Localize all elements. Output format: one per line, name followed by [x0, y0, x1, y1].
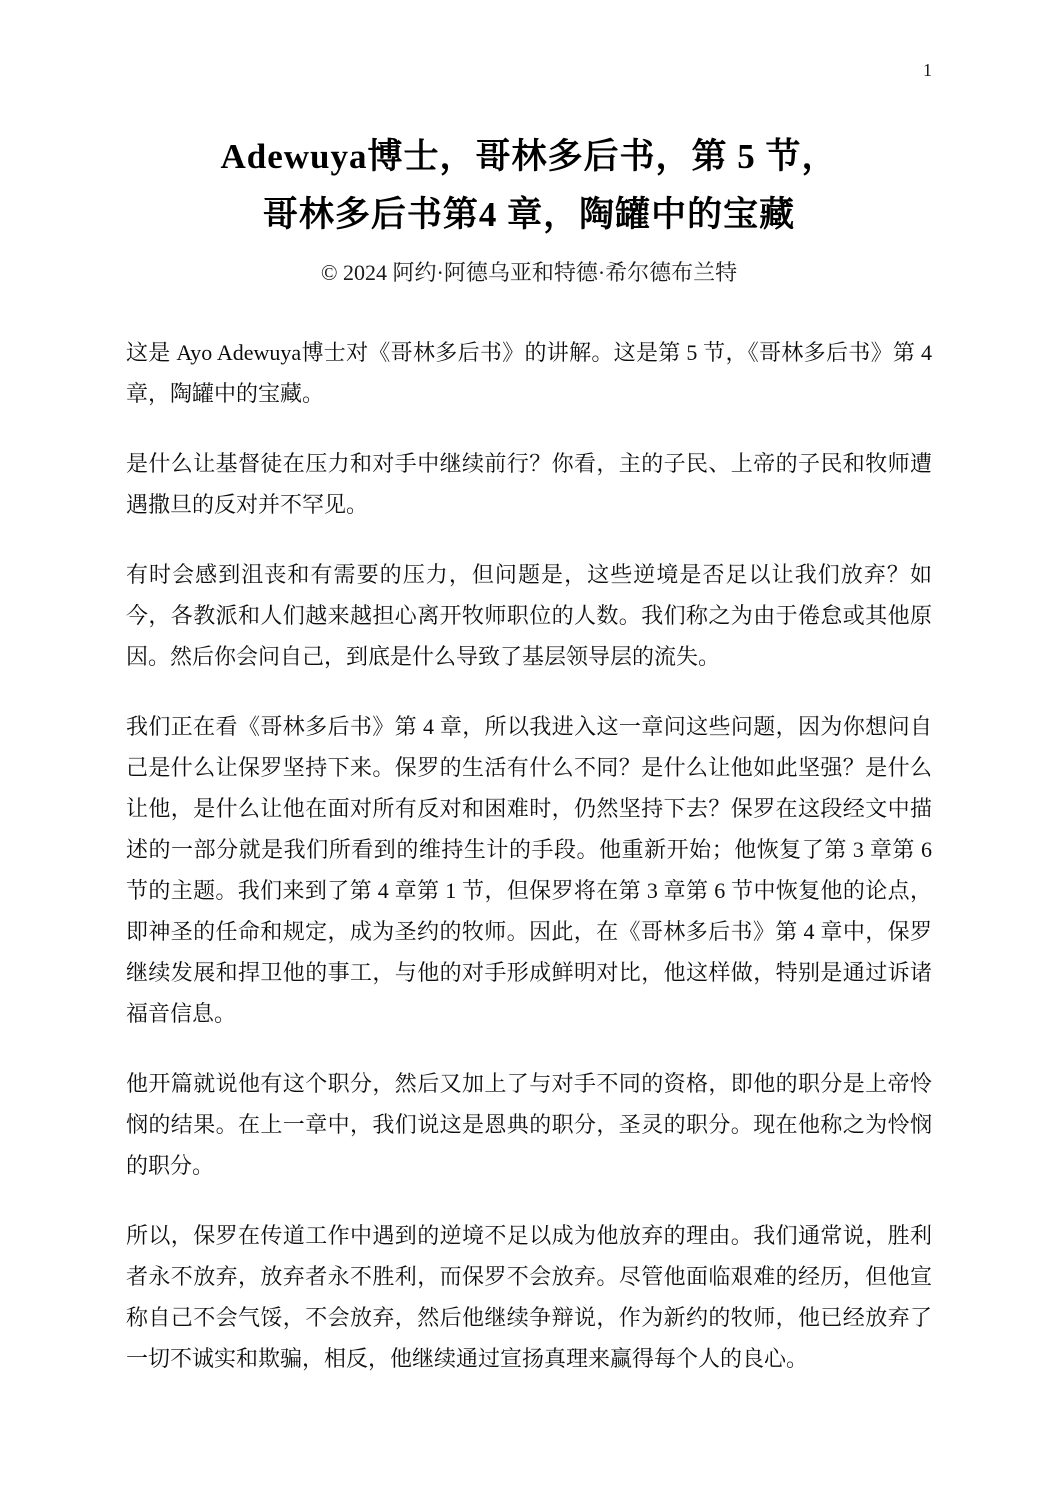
- document-title: [0, 0, 1058, 244]
- paragraph-5: 他开篇就说他有这个职分，然后又加上了与对手不同的资格，即他的职分是上帝怜悯的结果。在上一章中，我们说这是恩典的职分，圣灵的职分。现在他称之为怜悯的职分。: [126, 1071, 932, 1178]
- paragraph-4: 我们正在看《哥林多后书》第 4 章，所以我进入这一章问这些问题，因为你想问自己是什么让保罗坚持下来。保罗的生活有什么不同？是什么让他如此坚强？是什么让他，是什么让他在面对所有反对和困难时，仍然坚持下去？保罗在这段经文中描述的一部分就是我们所看到的维持生计的手段。他重新开始；他恢复了第 3 章第 6 节的主题。我们来到了第 4 章第 1 节，但保罗将在第 3 章第 6 节中恢复他的论点，即神圣的任命和规定，成为圣约的牧师。因此，在《哥林多后书》第 4 章中，保罗继续发展和捍卫他的事工，与他的对手形成鲜明对比，他这样做，特别是通过诉诸福音信息。: [126, 714, 932, 1026]
- paragraph-6: 所以，保罗在传道工作中遇到的逆境不足以成为他放弃的理由。我们通常说，胜利者永不放弃，放弃者永不胜利，而保罗不会放弃。尽管他面临艰难的经历，但他宣称自己不会气馁，不会放弃，然后他继续争辩说，作为新约的牧师，他已经放弃了一切不诚实和欺骗，相反，他继续通过宣扬真理来赢得每个人的良心。: [126, 1223, 932, 1371]
- page-number: 1: [923, 60, 932, 80]
- document-body: [126, 332, 932, 1379]
- paragraph-3: 有时会感到沮丧和有需要的压力，但问题是，这些逆境是否足以让我们放弃？如今，各教派和人们越来越担心离开牧师职位的人数。我们称之为由于倦怠或其他原因。然后你会问自己，到底是什么导致了基层领导层的流失。: [126, 562, 932, 669]
- paragraph-2: 是什么让基督徒在压力和对手中继续前行？你看，主的子民、上帝的子民和牧师遭遇撒旦的反对并不罕见。: [126, 451, 932, 517]
- title-line-1: Adewuya博士，哥林多后书，第 5 节，: [220, 137, 838, 176]
- paragraph-1: 这是 Ayo Adewuya博士对《哥林多后书》的讲解。这是第 5 节，《哥林多后书》第 4 章，陶罐中的宝藏。: [126, 340, 932, 406]
- title-line-2: 哥林多后书第4 章，陶罐中的宝藏: [262, 195, 796, 234]
- copyright-line: © 2024 阿约·阿德乌亚和特德·希尔德布兰特: [320, 260, 738, 285]
